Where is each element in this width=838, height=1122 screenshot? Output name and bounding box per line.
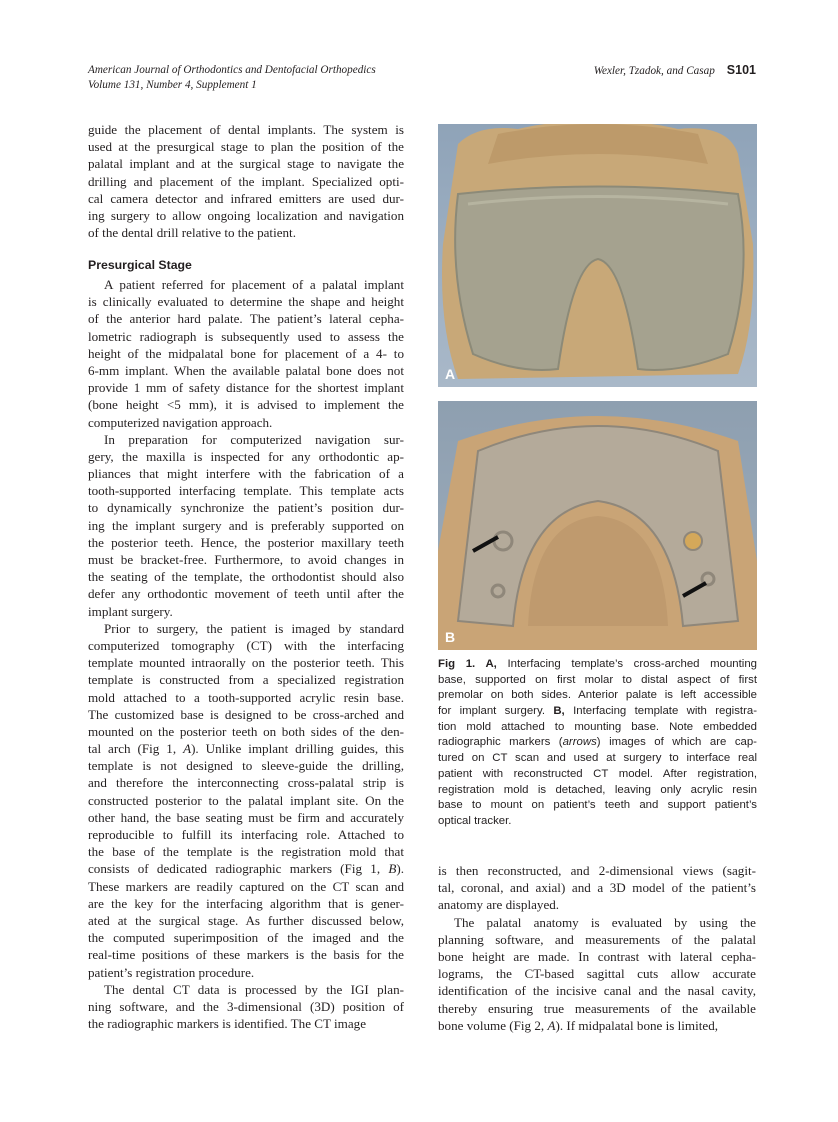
text-line: mounted on the posterior teeth on both sides of the den- bbox=[88, 723, 404, 739]
text-line: identification of the incisive canal and the nasal cavity, bbox=[438, 983, 756, 999]
text-line: Prior to surgery, the patient is imaged by standard bbox=[104, 620, 404, 636]
text-line: tooth-supported interfacing template. This template acts bbox=[88, 483, 404, 499]
text-line: used at the presurgical stage to plan the position of the bbox=[88, 139, 404, 155]
text-line: height of the midpalatal bone for placement of a 4- to bbox=[88, 345, 404, 361]
text-line: patient with reconstructed CT model. After registration, bbox=[438, 767, 757, 780]
bold-text: Fig 1. A, bbox=[438, 658, 497, 670]
text-line: template is constructed from a specialized registration bbox=[88, 672, 404, 688]
running-header-authors bbox=[594, 63, 756, 79]
text-line: template is not designed to sleeve-guide the drilling, bbox=[88, 758, 404, 774]
text-line: premolar on both sides. Anterior palate is left accessible bbox=[438, 689, 757, 702]
text-line: the radiographic markers is identified. The CT image bbox=[88, 1016, 367, 1032]
text-line: planning software, and measurements of the palatal bbox=[438, 931, 756, 947]
text-line: are the key for the interfacing algorithm that is gener- bbox=[88, 895, 404, 911]
text-line: ning software, and the 3-dimensional (3D) position of bbox=[88, 998, 404, 1014]
text-line: the computed superimposition of the imaged and the bbox=[88, 930, 404, 946]
text-line: other hand, the base seating must be firm and accurately bbox=[88, 809, 404, 825]
text-line bbox=[438, 657, 757, 673]
italic-text: arrows bbox=[562, 736, 597, 749]
text-line: The dental CT data is processed by the IGI plan- bbox=[104, 981, 404, 997]
text-line: reproducible to fulfill its interfacing role. Attached to bbox=[88, 827, 404, 842]
left-column-intro bbox=[88, 121, 404, 241]
text-line: real-time positions of these markers is the basis for the bbox=[88, 947, 404, 963]
text-segment: ) images of which are cap- bbox=[596, 736, 757, 749]
text-line: and therefore the interconnecting cross-palatal strip is bbox=[88, 775, 404, 791]
text-line: patient’s registration procedure. bbox=[88, 964, 255, 980]
text-line: the base of the template is the registration mold that bbox=[88, 844, 404, 860]
italic-text: A bbox=[183, 741, 192, 757]
text-line: ated at the surgical stage. As further discussed below, bbox=[88, 912, 404, 928]
text-segment: Interfacing template’s cross-arched mounting bbox=[496, 658, 757, 670]
text-segment: consists of dedicated radiographic markers (Fig 1, bbox=[88, 861, 389, 877]
paragraph bbox=[438, 862, 756, 914]
text-line: the seating of the template, the orthodontist should also bbox=[88, 569, 404, 585]
paragraph bbox=[88, 981, 404, 1033]
registration-mold-image bbox=[438, 401, 757, 650]
text-line: These markers are readily captured on the CT scan and bbox=[88, 878, 404, 894]
text-segment: ). If midpalatal bone is limited, bbox=[555, 1017, 719, 1033]
text-line: of the anterior hard palate. The patient’s lateral cepha- bbox=[88, 311, 404, 327]
text-line bbox=[88, 860, 404, 877]
section-heading: Presurgical Stage bbox=[88, 258, 192, 272]
text-line: thereby ensuring true measurements of the available bbox=[438, 1000, 756, 1016]
text-line: provide 1 mm of safety distance for the shortest implant bbox=[88, 380, 404, 396]
text-line: The palatal anatomy is evaluated by using the bbox=[454, 914, 756, 930]
text-line: pliances that might interfere with the fabrication of a bbox=[88, 466, 404, 482]
text-line: A patient referred for placement of a palatal implant bbox=[104, 277, 404, 292]
right-column-body bbox=[438, 862, 756, 1034]
text-segment: tal arch (Fig 1, bbox=[88, 741, 184, 757]
text-line: computerized navigation approach. bbox=[88, 414, 273, 430]
text-line: of the dental drill relative to the patient. bbox=[88, 225, 296, 241]
text-line: palatal implant and at the surgical stage to navigate the bbox=[88, 156, 404, 172]
text-segment: ). Unlike implant drilling guides, this bbox=[191, 741, 405, 757]
text-line: must be bracket-free. Furthermore, to avoid changes in bbox=[88, 552, 404, 567]
text-segment: bone volume (Fig 2, bbox=[438, 1017, 548, 1033]
text-line: (bone height <5 mm), it is advised to implement the bbox=[88, 397, 404, 413]
text-line: optical tracker. bbox=[438, 814, 512, 827]
text-line: defer any orthodontic movement of teeth until after the bbox=[88, 586, 404, 602]
text-line bbox=[438, 735, 757, 751]
text-line: lometric radiograph is subsequently used to assess the bbox=[88, 328, 404, 344]
text-line: the posterior teeth. Hence, the posterior maxillary teeth bbox=[88, 534, 404, 550]
text-line: 6-mm implant. When the available palatal bone does not bbox=[88, 362, 404, 378]
page-number: S101 bbox=[726, 63, 756, 77]
text-line: base, supported on first molar to distal aspect of first bbox=[438, 673, 757, 686]
journal-title: American Journal of Orthodontics and Dentofacial Orthopedics bbox=[88, 64, 376, 76]
text-line: constructed posterior to the palatal implant site. On the bbox=[88, 792, 404, 808]
text-line: ing surgery to allow ongoing localization and navigation bbox=[88, 207, 404, 223]
text-line: tion mold attached to mounting base. Note embedded bbox=[438, 720, 757, 733]
running-header-journal bbox=[88, 63, 376, 93]
text-line: bone height are made. In contrast with lateral cepha- bbox=[438, 948, 756, 964]
text-line: to dynamically synchronize the patient’s position dur- bbox=[88, 500, 404, 516]
text-line: base to mount on patient’s teeth and support patient’s bbox=[438, 799, 757, 812]
text-line: cal camera detector and infrared emitters are used dur- bbox=[88, 190, 404, 206]
text-line: tured on CT scan and used at surgery to interface real bbox=[438, 752, 757, 765]
text-line: drilling and placement of the implant. Specialized opti- bbox=[88, 173, 404, 189]
journal-volume: Volume 131, Number 4, Supplement 1 bbox=[88, 79, 257, 91]
text-line: implant surgery. bbox=[88, 603, 173, 619]
authors: Wexler, Tzadok, and Casap bbox=[593, 65, 715, 77]
text-line bbox=[88, 740, 404, 757]
text-line: computerized tomography (CT) with the interfacing bbox=[88, 637, 404, 653]
text-line bbox=[438, 704, 757, 720]
text-line: ing the implant surgery and is preferably supported on bbox=[88, 517, 404, 533]
text-line: is clinically evaluated to determine the shape and height bbox=[88, 294, 404, 310]
text-line: tal, coronal, and axial) and a 3D model of the patient’s bbox=[438, 880, 756, 896]
palatal-cast-template-image bbox=[438, 124, 757, 387]
left-column-body bbox=[88, 276, 404, 1032]
text-segment: for implant surgery. bbox=[438, 705, 554, 718]
figure-label-b: B bbox=[445, 629, 456, 645]
paragraph bbox=[438, 914, 756, 1034]
text-line: registration mold is detached, leaving only acrylic resin bbox=[438, 783, 757, 796]
text-line bbox=[438, 1017, 756, 1034]
text-line: The customized base is designed to be cross-arched and bbox=[88, 706, 404, 722]
text-line: lograms, the CT-based sagittal cuts allow accurate bbox=[438, 966, 756, 982]
text-segment: ). bbox=[396, 861, 404, 877]
text-segment: Interfacing template with registra- bbox=[564, 705, 757, 718]
paragraph bbox=[88, 620, 404, 981]
text-line: guide the placement of dental implants. The system is bbox=[88, 122, 404, 137]
text-line: is then reconstructed, and 2-dimensional views (sagit- bbox=[438, 863, 756, 878]
paragraph bbox=[88, 431, 404, 620]
text-line: mold attached to a tooth-supported acrylic resin base. bbox=[88, 689, 404, 705]
figure-1a-photo bbox=[438, 124, 757, 387]
figure-label-a: A bbox=[445, 366, 456, 382]
text-line: anatomy are displayed. bbox=[438, 897, 560, 913]
text-line: gery, the maxilla is inspected for any orthodontic ap- bbox=[88, 448, 404, 464]
figure-caption bbox=[438, 657, 757, 830]
italic-text: B bbox=[388, 861, 397, 877]
text-line: template mounted intraorally on the posterior teeth. This bbox=[88, 655, 404, 671]
text-line: In preparation for computerized navigation sur- bbox=[104, 431, 404, 447]
text-segment: radiographic markers ( bbox=[438, 736, 563, 749]
bold-text: B, bbox=[553, 705, 565, 718]
italic-text: A bbox=[547, 1017, 556, 1033]
paragraph bbox=[88, 276, 404, 431]
figure-1b-photo bbox=[438, 401, 757, 650]
